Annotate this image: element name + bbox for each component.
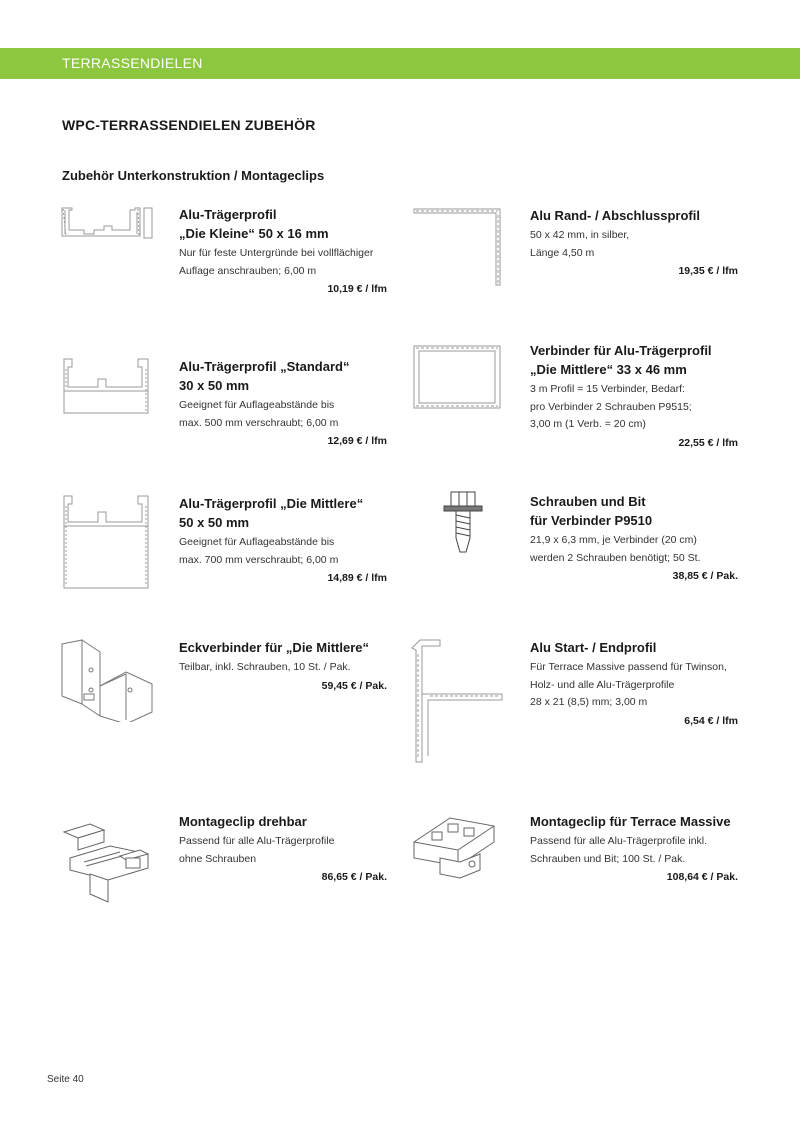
- connector-profile-icon: [412, 344, 504, 410]
- product-desc-line2: Schrauben und Bit; 100 St. / Pak.: [530, 852, 686, 865]
- product-desc-line3: 28 x 21 (8,5) mm; 3,00 m: [530, 696, 648, 708]
- product-title-line2: 50 x 50 mm: [179, 515, 250, 530]
- product-price: 10,19 € / lfm: [327, 283, 387, 295]
- product-description: [179, 534, 387, 569]
- profile-standard-icon: [62, 357, 152, 415]
- section-title: WPC-TERRASSENDIELEN ZUBEHÖR: [62, 117, 316, 133]
- profile-die-kleine-icon: [60, 206, 155, 240]
- product-title-line1: Verbinder für Alu-Trägerprofil: [530, 343, 712, 358]
- product-price: 19,35 € / lfm: [678, 265, 738, 277]
- product-description: [179, 397, 387, 432]
- product-desc-line1: Geeignet für Auflageabstände bis: [179, 399, 335, 411]
- product-desc-line2: Holz- und alle Alu-Trägerprofile: [530, 678, 675, 691]
- product-title-line1: Alu-Trägerprofil: [179, 207, 277, 222]
- screw-icon: [442, 490, 484, 556]
- product-title-line1: Alu-Trägerprofil „Die Mittlere“: [179, 496, 364, 511]
- product-edge-profile: [530, 206, 738, 280]
- product-title-line1: Alu Start- / Endprofil: [530, 640, 657, 655]
- product-price: 38,85 € / Pak.: [672, 570, 738, 582]
- massive-clip-icon: [410, 808, 502, 884]
- product-screws: [530, 492, 738, 585]
- product-title-line1: Montageclip drehbar: [179, 814, 307, 829]
- product-description: [530, 381, 738, 434]
- product-title-line1: Schrauben und Bit: [530, 494, 646, 509]
- product-desc-line1: Teilbar, inkl. Schrauben, 10 St. / Pak.: [179, 661, 351, 673]
- corner-connector-icon: [60, 638, 156, 722]
- product-title-line2: „Die Kleine“ 50 x 16 mm: [179, 226, 329, 241]
- page-number: Seite 40: [47, 1074, 84, 1085]
- product-description: [179, 245, 387, 280]
- product-desc-line2: max. 700 mm verschraubt; 6,00 m: [179, 553, 339, 566]
- product-price: 22,55 € / lfm: [678, 436, 738, 449]
- product-desc-line2: max. 500 mm verschraubt; 6,00 m: [179, 416, 339, 429]
- product-desc-line1: Nur für feste Untergründe bei vollflächiger: [179, 247, 374, 259]
- product-description: [530, 227, 738, 262]
- product-title-line2: für Verbinder P9510: [530, 513, 653, 528]
- product-desc-line1: Geeignet für Auflageabstände bis: [179, 536, 335, 548]
- product-desc-line2: Auflage anschrauben; 6,00 m: [179, 264, 317, 277]
- product-massive-clip: [530, 812, 738, 886]
- product-description: [179, 659, 387, 677]
- header-banner: [0, 48, 800, 79]
- product-title-line1: Eckverbinder für „Die Mittlere“: [179, 640, 369, 655]
- product-description: [179, 833, 387, 868]
- product-title-line1: Alu-Trägerprofil „Standard“: [179, 359, 350, 374]
- profile-die-mittlere-icon: [62, 494, 152, 590]
- product-desc-line1: Für Terrace Massive passend für Twinson,: [530, 661, 727, 673]
- product-title-line2: „Die Mittlere“ 33 x 46 mm: [530, 362, 687, 377]
- banner-label: TERRASSENDIELEN: [62, 55, 203, 71]
- product-title-line1: Alu Rand- / Abschlussprofil: [530, 208, 700, 223]
- product-start-end-profile: [530, 638, 738, 730]
- product-desc-line2: pro Verbinder 2 Schrauben P9515;: [530, 400, 692, 413]
- product-price: 12,69 € / lfm: [327, 435, 387, 447]
- product-desc-line2: ohne Schrauben: [179, 852, 257, 865]
- product-price: 108,64 € / Pak.: [666, 871, 738, 883]
- product-price: 6,54 € / lfm: [684, 714, 738, 727]
- product-connector: [530, 341, 738, 452]
- product-standard: [179, 357, 387, 450]
- product-description: [530, 532, 738, 567]
- product-price: 86,65 € / Pak.: [321, 871, 387, 883]
- product-die-mittlere: [179, 494, 387, 587]
- product-title-line1: Montageclip für Terrace Massive: [530, 814, 731, 829]
- product-desc-line1: 3 m Profil = 15 Verbinder, Bedarf:: [530, 383, 685, 395]
- subsection-title: Zubehör Unterkonstruktion / Montageclips: [62, 168, 325, 183]
- product-desc-line1: 50 x 42 mm, in silber,: [530, 229, 630, 241]
- product-desc-line2: Länge 4,50 m: [530, 246, 595, 259]
- product-die-kleine: [179, 205, 387, 298]
- product-desc-line3: 3,00 m (1 Verb. = 20 cm): [530, 418, 646, 430]
- product-desc-line1: 21,9 x 6,3 mm, je Verbinder (20 cm): [530, 534, 697, 546]
- product-title-line2: 30 x 50 mm: [179, 378, 250, 393]
- product-price: 59,45 € / Pak.: [321, 679, 387, 692]
- product-description: [530, 833, 738, 868]
- product-description: [530, 659, 738, 712]
- edge-profile-icon: [412, 207, 504, 287]
- product-desc-line1: Passend für alle Alu-Trägerprofile: [179, 835, 335, 847]
- product-corner-connector: [179, 638, 387, 695]
- product-desc-line1: Passend für alle Alu-Trägerprofile inkl.: [530, 835, 708, 847]
- start-end-profile-icon: [410, 636, 506, 764]
- product-rotating-clip: [179, 812, 387, 886]
- product-desc-line2: werden 2 Schrauben benötigt; 50 St.: [530, 551, 701, 564]
- rotating-clip-icon: [60, 818, 156, 908]
- product-price: 14,89 € / lfm: [327, 572, 387, 584]
